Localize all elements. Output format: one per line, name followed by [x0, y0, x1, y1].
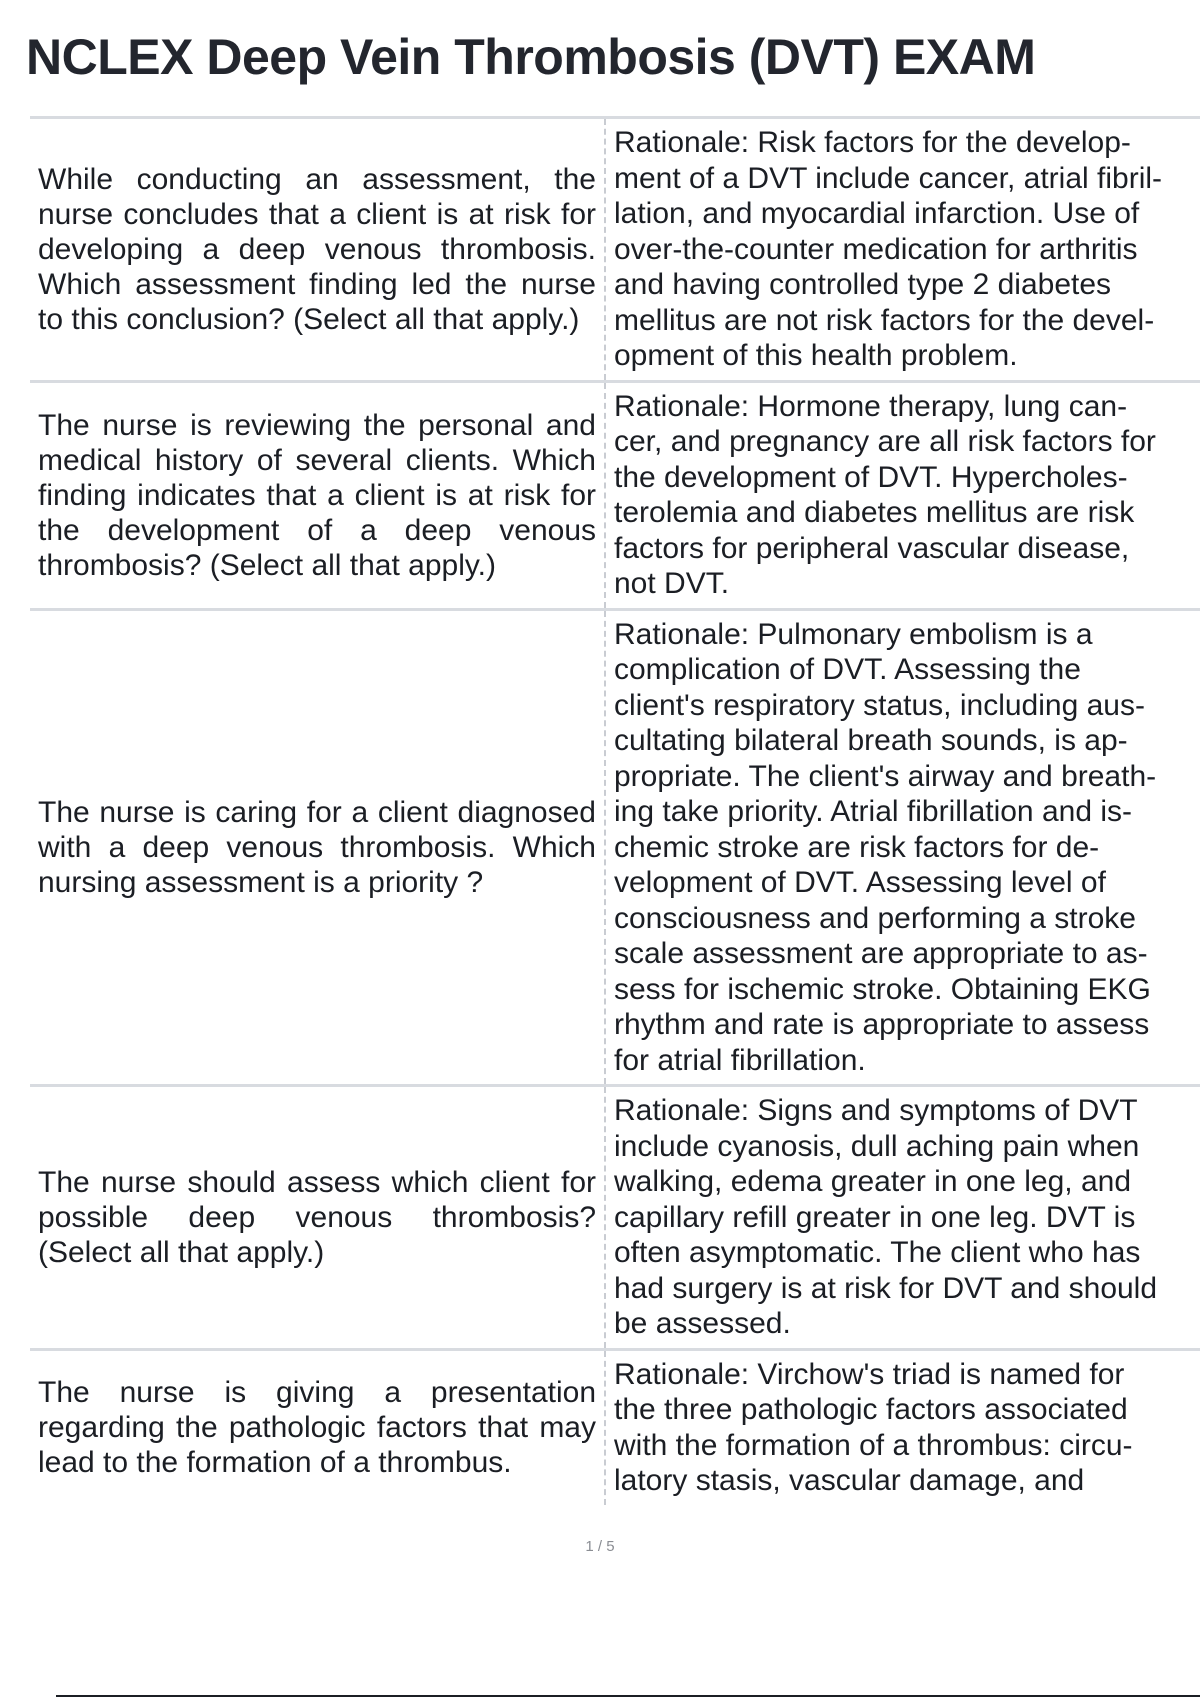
- rationale-line: include cyanosis, dull aching pain when: [614, 1129, 1140, 1163]
- qa-table: [30, 116, 1200, 1505]
- page-number: 1 / 5: [585, 1538, 615, 1555]
- rationale-line: be assessed.: [614, 1307, 791, 1340]
- rationale-line: cer, and pregnancy are all risk factors for: [614, 425, 1156, 458]
- rationale-cell: [606, 119, 1200, 380]
- question-cell: The nurse should assess which client for possible deep venous thrombosis? (Select all that apply.): [30, 1087, 606, 1348]
- table-row: [30, 1351, 1200, 1505]
- rationale-line: rhythm and rate is appropriate to assess: [614, 1008, 1150, 1041]
- rationale-line: opment of this health problem.: [614, 339, 1018, 372]
- page-title: NCLEX Deep Vein Thrombosis (DVT) EXAM: [26, 29, 1036, 85]
- rationale-line: mellitus are not risk factors for the devel-: [614, 303, 1155, 337]
- rationale-line: Rationale: Hormone therapy, lung can-: [614, 389, 1128, 423]
- rationale-cell: [606, 1087, 1200, 1348]
- rationale-line: capillary refill greater in one leg. DVT is: [614, 1200, 1136, 1234]
- rationale-line: for atrial fibrillation.: [614, 1043, 866, 1077]
- rationale-line: not DVT.: [614, 567, 730, 600]
- question-cell: While conducting an assessment, the nurse concludes that a client is at risk for developing a deep venous thrombosis. Which assessment finding led the nurse to this conclusion? (Select all that apply.): [30, 119, 606, 380]
- rationale-line: ment of a DVT include cancer, atrial fibril-: [614, 161, 1163, 195]
- rationale-cell: [606, 1351, 1200, 1505]
- rationale-line: propriate. The client's airway and breath-: [614, 759, 1157, 793]
- rationale-line: often asymptomatic. The client who has: [614, 1236, 1141, 1269]
- rationale-line: lation, and myocardial infarction. Use of: [614, 197, 1140, 230]
- rationale-cell: [606, 383, 1200, 608]
- rationale-line: velopment of DVT. Assessing level of: [614, 866, 1106, 899]
- rationale-line: Rationale: Virchow's triad is named for: [614, 1357, 1125, 1391]
- rationale-line: cultating bilateral breath sounds, is ap-: [614, 724, 1128, 757]
- question-cell: The nurse is reviewing the personal and medical history of several clients. Which finding indicates that a client is at risk for the development of a deep venous thrombosis? (Select all that apply.): [30, 383, 606, 608]
- table-row: [30, 119, 1200, 383]
- rationale-line: with the formation of a thrombus: circu-: [614, 1428, 1133, 1462]
- rationale-line: the development of DVT. Hypercholes-: [614, 460, 1128, 494]
- rationale-line: the three pathologic factors associated: [614, 1393, 1128, 1426]
- rationale-line: client's respiratory status, including aus-: [614, 688, 1145, 722]
- rationale-cell: [606, 611, 1200, 1085]
- rationale-line: walking, edema greater in one leg, and: [614, 1165, 1132, 1198]
- rationale-line: ing take priority. Atrial fibrillation and is-: [614, 795, 1132, 828]
- table-row: [30, 1087, 1200, 1351]
- question-cell: The nurse is caring for a client diagnosed with a deep venous thrombosis. Which nursing assessment is a priority ?: [30, 611, 606, 1085]
- rationale-line: scale assessment are appropriate to as-: [614, 937, 1148, 970]
- page-divider: [56, 1695, 1200, 1697]
- rationale-line: Rationale: Pulmonary embolism is a: [614, 617, 1093, 651]
- rationale-line: and having controlled type 2 diabetes: [614, 268, 1112, 301]
- rationale-line: complication of DVT. Assessing the: [614, 653, 1081, 686]
- table-row: [30, 383, 1200, 611]
- rationale-line: chemic stroke are risk factors for de-: [614, 830, 1100, 864]
- rationale-line: Rationale: Signs and symptoms of DVT: [614, 1094, 1138, 1127]
- table-row: [30, 611, 1200, 1088]
- rationale-line: latory stasis, vascular damage, and: [614, 1464, 1085, 1497]
- rationale-line: sess for ischemic stroke. Obtaining EKG: [614, 972, 1151, 1006]
- rationale-line: over-the-counter medication for arthritis: [614, 232, 1138, 266]
- rationale-line: factors for peripheral vascular disease,: [614, 531, 1130, 565]
- rationale-line: Rationale: Risk factors for the develop-: [614, 126, 1131, 159]
- rationale-line: had surgery is at risk for DVT and should: [614, 1271, 1158, 1305]
- rationale-line: terolemia and diabetes mellitus are risk: [614, 496, 1135, 529]
- question-cell: The nurse is giving a presentation regarding the pathologic factors that may lead to the formation of a thrombus.: [30, 1351, 606, 1505]
- rationale-line: consciousness and performing a stroke: [614, 901, 1136, 935]
